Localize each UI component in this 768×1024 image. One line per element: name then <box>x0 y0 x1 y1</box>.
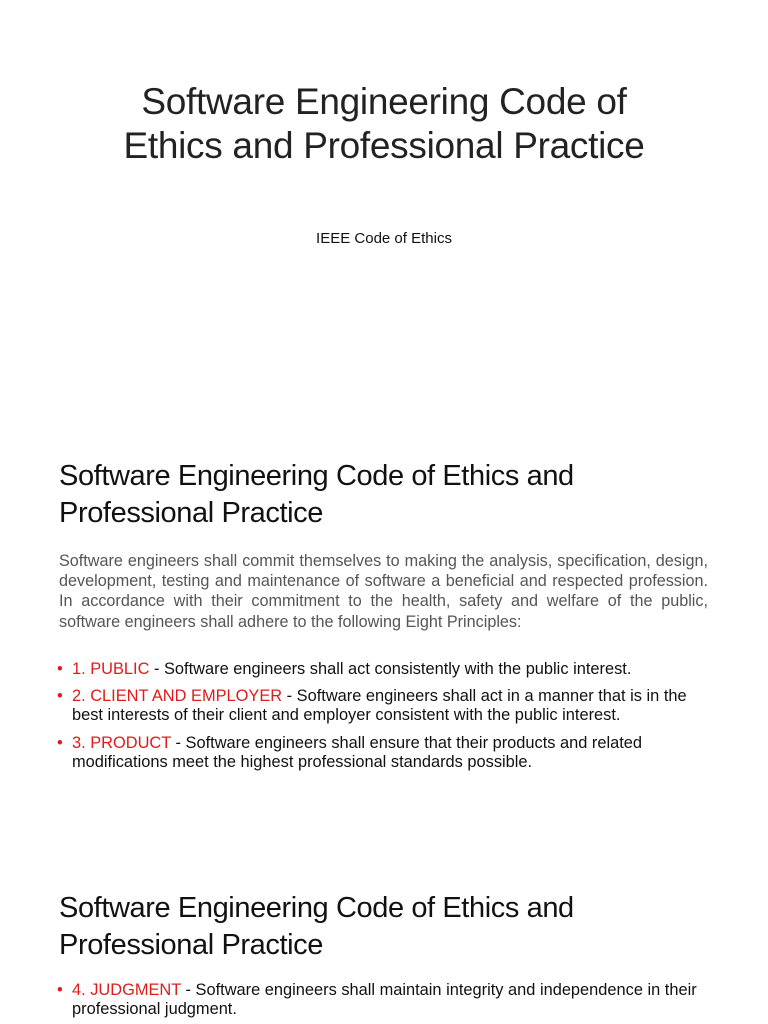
principle-text: - Software engineers shall act consistently with the public interest. <box>149 660 632 678</box>
principle-key: 3. PRODUCT <box>72 733 171 752</box>
principle-item <box>57 734 717 772</box>
principle-text: - Software engineers shall maintain integrity and independence in their professional judgment. <box>72 981 697 1019</box>
main-title-line-2: Ethics and Professional Practice <box>123 125 645 166</box>
slide-heading <box>59 458 728 532</box>
slide-heading <box>59 890 728 964</box>
bullet-dot-icon: • <box>57 981 63 999</box>
intro-paragraph: Software engineers shall commit themselves to making the analysis, specification, design, development, testing and maintenance of software a beneficial and respected profession. In accordance with their commitment to the health, safety and welfare of the public, software engineers shall adhere to the following Eight Principles: <box>59 552 708 631</box>
slide-heading-line-2: Professional Practice <box>59 929 323 961</box>
slide-heading-line-2: Professional Practice <box>59 497 323 529</box>
bullet-dot-icon: • <box>57 660 63 678</box>
principles-slide-2 <box>0 862 768 1024</box>
slide-heading-line-1: Software Engineering Code of Ethics and <box>59 892 574 924</box>
slide-heading-line-1: Software Engineering Code of Ethics and <box>59 460 574 492</box>
principle-item <box>57 981 717 1019</box>
principle-item <box>57 687 717 725</box>
bullet-dot-icon: • <box>57 733 63 752</box>
bullet-dot-icon: • <box>57 687 63 706</box>
principles-slide-1 <box>0 430 768 862</box>
principle-list <box>57 981 717 1024</box>
principle-key: 2. CLIENT AND EMPLOYER <box>72 687 283 706</box>
principle-item <box>57 660 717 679</box>
principle-list <box>57 660 717 780</box>
principle-key: 1. PUBLIC <box>72 660 150 678</box>
principle-text: - Software engineers shall act in a manner that is in the best interests of their client and employer consistent with the public interest. <box>72 687 687 725</box>
principle-text: - Software engineers shall ensure that their products and related modifications meet the highest professional standards possible. <box>72 733 643 771</box>
subtitle: IEEE Code of Ethics <box>316 230 452 247</box>
title-slide <box>0 0 768 430</box>
main-title <box>0 80 768 168</box>
principle-key: 4. JUDGMENT <box>72 981 181 999</box>
main-title-line-1: Software Engineering Code of <box>141 81 627 122</box>
